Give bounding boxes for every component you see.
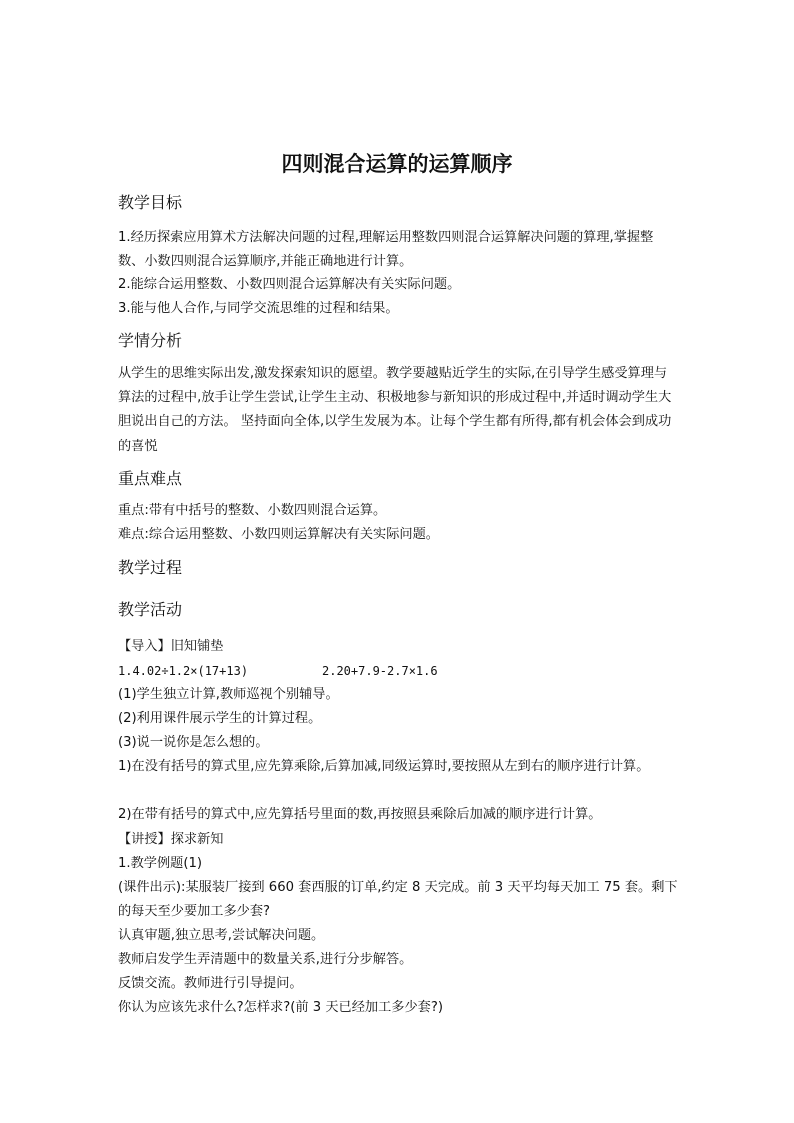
- new-item-3: 认真审题,独立思考,尝试解决问题。: [118, 928, 325, 943]
- heading-objectives: 教学目标: [118, 193, 183, 212]
- expression-2: 2.20+7.9-2.7×1.6: [322, 664, 438, 678]
- objective-item-3: 3.能与他人合作,与同学交流思维的过程和结果。: [118, 301, 399, 316]
- keypoint-item-1: 重点:带有中括号的整数、小数四则混合运算。: [118, 503, 387, 518]
- objective-item-2: 2.能综合运用整数、小数四则混合运算解决有关实际问题。: [118, 277, 461, 292]
- new-item-2: (课件出示):某服装厂接到 660 套西服的订单,约定 8 天完成。前 3 天平均每天加工 75 套。剩下的每天至少要加工多少套?: [118, 880, 678, 919]
- intro-label: 【导入】旧知铺垫: [118, 639, 224, 654]
- objective-item-1: 1.经历探索应用算术方法解决问题的过程,理解运用整数四则混合运算解决问题的算理,掌握整数、小数四则混合运算顺序,并能正确地进行计算。: [118, 230, 654, 269]
- heading-analysis: 学情分析: [118, 331, 183, 350]
- intro-item-2: (2)利用课件展示学生的计算过程。: [118, 711, 322, 726]
- heading-activities: 教学活动: [118, 600, 183, 619]
- intro-item-3: (3)说一说你是怎么想的。: [118, 735, 269, 750]
- intro-item-4: 1)在没有括号的算式里,应先算乘除,后算加减,同级运算时,要按照从左到右的顺序进行计算。: [118, 759, 650, 774]
- keypoint-item-2: 难点:综合运用整数、小数四则运算解决有关实际问题。: [118, 527, 439, 542]
- new-knowledge-label: 【讲授】探求新知: [118, 832, 224, 847]
- new-item-1: 1.教学例题(1): [118, 856, 203, 871]
- new-item-5: 反馈交流。教师进行引导提问。: [118, 976, 303, 991]
- page-title: 四则混合运算的运算顺序: [281, 152, 513, 176]
- heading-process: 教学过程: [118, 558, 183, 577]
- intro-item-1: (1)学生独立计算,教师巡视个别辅导。: [118, 687, 339, 702]
- expression-1: 1.4.02÷1.2×(17+13): [118, 664, 249, 678]
- new-item-4: 教师启发学生弄清题中的数量关系,进行分步解答。: [118, 952, 413, 967]
- intro-expressions: [118, 659, 678, 684]
- intro-item-5: 2)在带有括号的算式中,应先算括号里面的数,再按照县乘除后加减的顺序进行计算。: [118, 807, 602, 822]
- new-item-6: 你认为应该先求什么?怎样求?(前 3 天已经加工多少套?): [118, 1000, 443, 1015]
- analysis-text: 从学生的思维实际出发,激发探索知识的愿望。教学要越贴近学生的实际,在引导学生感受算理与算法的过程中,放手让学生尝试,让学生主动、积极地参与新知识的形成过程中,并适时调动学生大胆说出自己的方法。 坚持面向全体,以学生发展为本。让每个学生都有所得,都有机会体会到成功的喜悦: [118, 366, 672, 454]
- heading-keypoints: 重点难点: [118, 469, 183, 488]
